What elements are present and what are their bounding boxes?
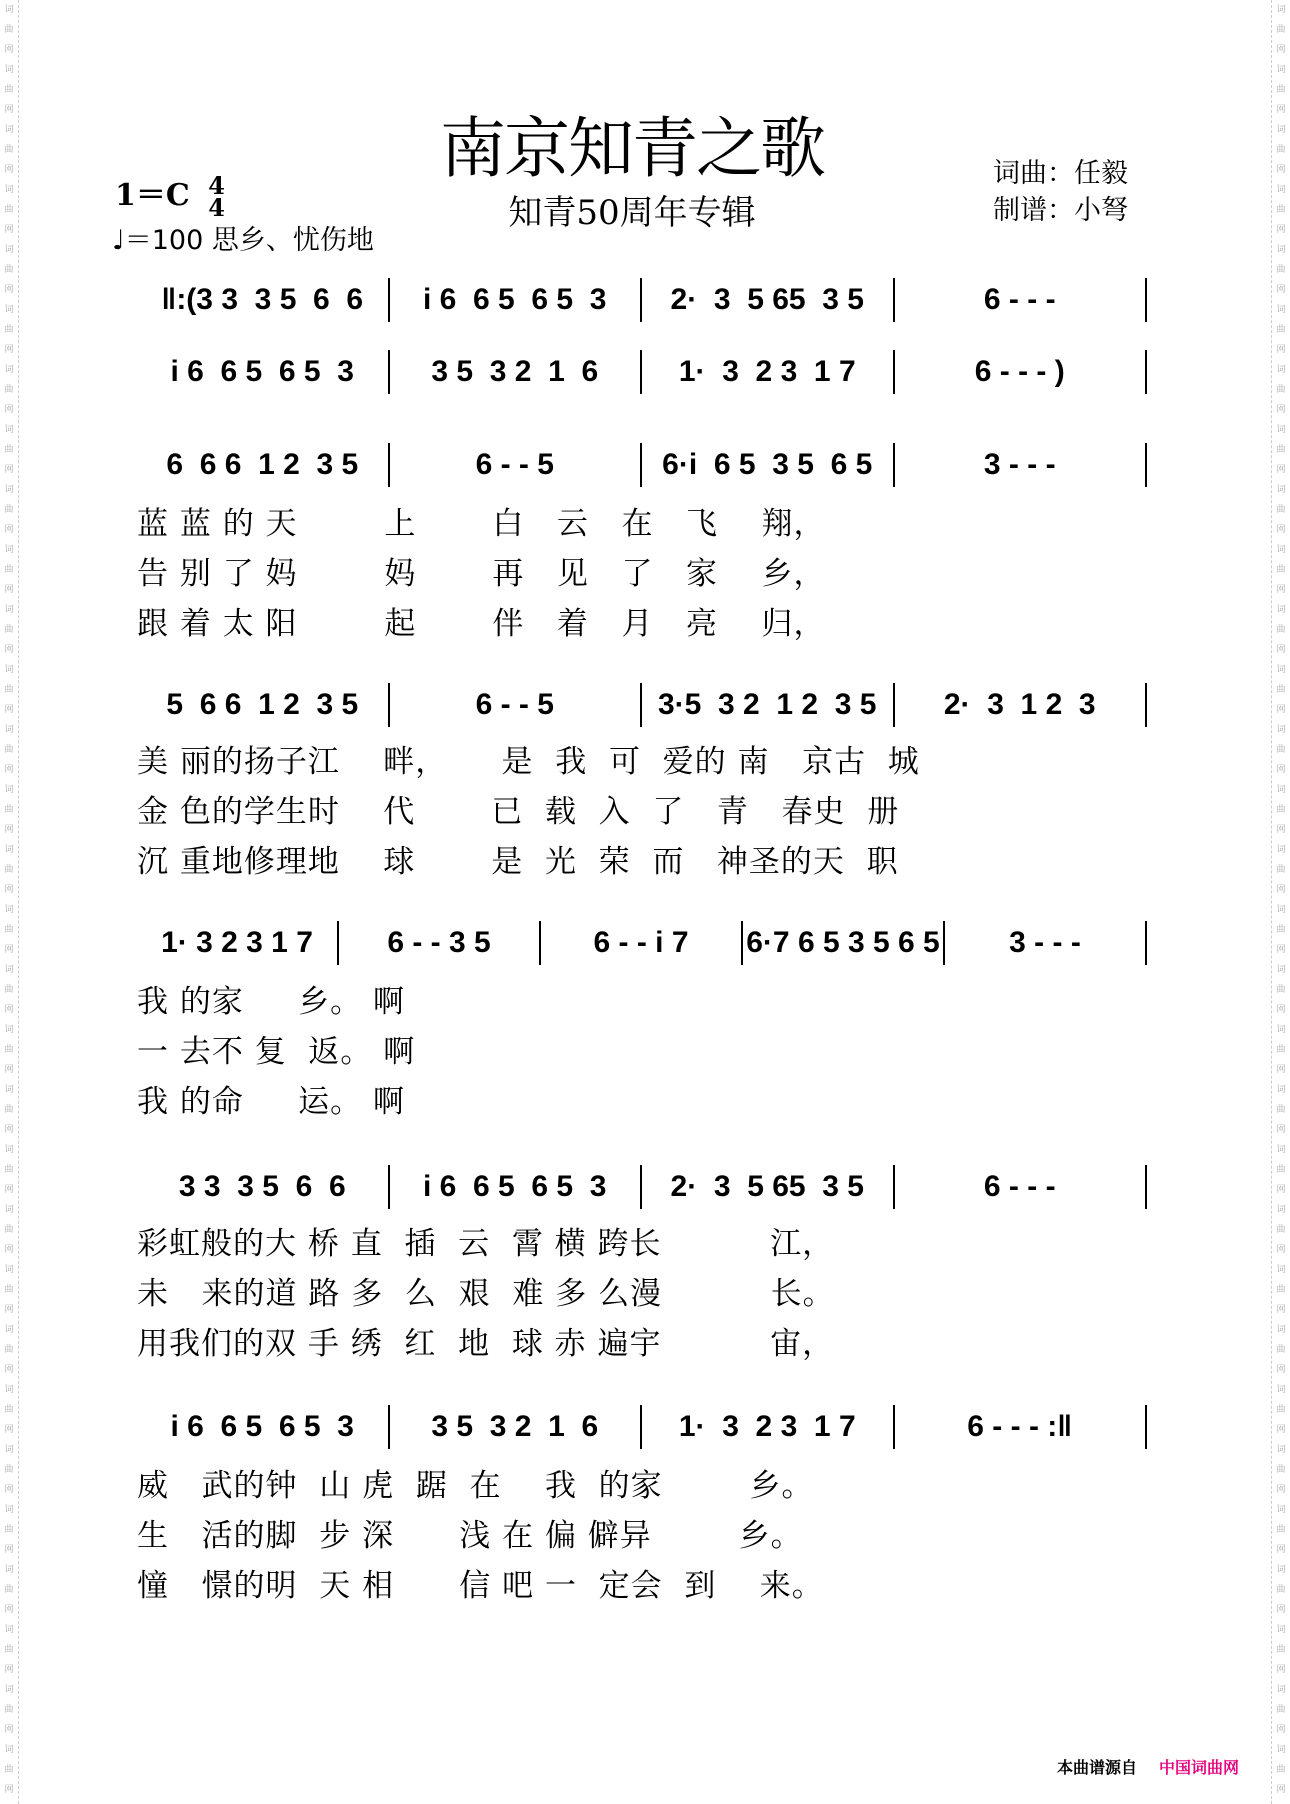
watermark: 词 曲 网 — [1276, 785, 1286, 835]
watermark: 词 曲 网 — [4, 1565, 14, 1615]
watermark: 词 曲 网 — [1276, 125, 1286, 175]
watermark: 词 曲 网 — [1276, 425, 1286, 475]
watermark: 词 曲 网 — [4, 305, 14, 355]
watermark: 词 曲 网 — [4, 785, 14, 835]
watermark: 词 曲 网 — [4, 905, 14, 955]
measure: 6 - - 5 — [390, 683, 643, 727]
watermark: 词 曲 网 — [1276, 1385, 1286, 1435]
watermark: 词 曲 网 — [4, 1205, 14, 1255]
measure: 6 - - - ) — [895, 350, 1148, 394]
footer-source: 本曲谱源自 — [1057, 1758, 1138, 1777]
key-signature — [115, 170, 225, 222]
lyric-line: 我 的家 乡。 啊 — [137, 984, 405, 1020]
measure: 3·5 3 2 1 2 3 5 — [642, 683, 895, 727]
watermark: 词 曲 网 — [1276, 1145, 1286, 1195]
measure: 3 5 3 2 1 6 — [390, 350, 643, 394]
watermark: 词 曲 网 — [4, 1685, 14, 1735]
right-watermark-strip — [1271, 0, 1290, 1804]
watermark: 词 曲 网 — [4, 425, 14, 475]
watermark: 词 曲 网 — [4, 1085, 14, 1135]
watermark: 词 曲 网 — [4, 725, 14, 775]
watermark: 词 曲 网 — [4, 545, 14, 595]
watermark: 词 曲 网 — [4, 485, 14, 535]
watermark: 词 曲 网 — [1276, 965, 1286, 1015]
watermark: 词 曲 网 — [4, 5, 14, 55]
footer — [1057, 1755, 1239, 1778]
song-subtitle: 知青50周年专辑 — [508, 193, 756, 233]
watermark: 词 曲 网 — [1276, 245, 1286, 295]
watermark: 词 曲 网 — [4, 1385, 14, 1435]
watermark: 词 曲 网 — [4, 185, 14, 235]
measure: i 6 6 5 6 5 3 — [390, 278, 643, 322]
notation-row — [137, 1405, 1147, 1449]
watermark: 词 曲 网 — [4, 125, 14, 175]
notation-row — [137, 683, 1147, 727]
song-title: 南京知青之歌 — [440, 111, 824, 185]
measure: 6 - - - — [895, 278, 1148, 322]
watermark: 词 曲 网 — [1276, 665, 1286, 715]
lyric-line: 憧 憬的明 天 相 信 吧 一 定会 到 来。 — [137, 1568, 824, 1604]
watermark: 词 曲 网 — [4, 1325, 14, 1375]
watermark: 词 曲 网 — [1276, 1625, 1286, 1675]
measure: 1· 3 2 3 1 7 — [137, 921, 339, 965]
watermark: 词 曲 网 — [1276, 1685, 1286, 1735]
watermark: 词 曲 网 — [4, 1505, 14, 1555]
watermark: 词 曲 网 — [4, 845, 14, 895]
lyric-line: 跟 着 太 阳 起 伴 着 月 亮 归， — [137, 606, 826, 642]
lyric-line: 告 别 了 妈 妈 再 见 了 家 乡， — [137, 556, 826, 592]
lyric-line: 蓝 蓝 的 天 上 白 云 在 飞 翔， — [137, 506, 826, 542]
watermark: 词 曲 网 — [1276, 725, 1286, 775]
measure: 6 - - 5 — [390, 443, 643, 487]
notation-row — [137, 278, 1147, 322]
measure: ‖:(3 3 3 5 6 6 — [137, 278, 390, 322]
lyric-line: 金 色的学生时 代 已 载 入 了 青 春史 册 — [137, 794, 900, 830]
watermark: 词 曲 网 — [1276, 1265, 1286, 1315]
key: 1＝C — [115, 178, 190, 213]
watermark: 词 曲 网 — [1276, 605, 1286, 655]
tempo-marking: ♩＝100 思乡、忧伤地 — [112, 225, 374, 256]
measure: i 6 6 5 6 5 3 — [390, 1165, 643, 1209]
notation-row — [137, 350, 1147, 394]
watermark: 词 曲 网 — [1276, 1565, 1286, 1615]
transcriber-credit: 制谱：小弩 — [993, 195, 1128, 226]
lyric-line: 我 的命 运。 啊 — [137, 1084, 405, 1120]
lyric-line: 威 武的钟 山 虎 踞 在 我 的家 乡。 — [137, 1468, 814, 1504]
watermark: 词 曲 网 — [1276, 1505, 1286, 1555]
lyric-line: 一 去不 复 返。 啊 — [137, 1034, 416, 1070]
measure: i 6 6 5 6 5 3 — [137, 350, 390, 394]
lyric-line: 沉 重地修理地 球 是 光 荣 而 神圣的天 职 — [137, 844, 899, 880]
measure: 3 5 3 2 1 6 — [390, 1405, 643, 1449]
measure: 3 - - - — [945, 921, 1147, 965]
time-bottom: 4 — [208, 193, 225, 222]
measure: 2· 3 1 2 3 — [895, 683, 1148, 727]
notation-row — [137, 443, 1147, 487]
measure: 3 3 3 5 6 6 — [137, 1165, 390, 1209]
measure: i 6 6 5 6 5 3 — [137, 1405, 390, 1449]
watermark: 词 曲 网 — [4, 1025, 14, 1075]
watermark: 词 曲 网 — [1276, 65, 1286, 115]
watermark: 词 曲 网 — [4, 965, 14, 1015]
left-watermark-strip — [0, 0, 19, 1804]
notation-row — [137, 1165, 1147, 1209]
watermark: 词 曲 网 — [1276, 1445, 1286, 1495]
watermark: 词 曲 网 — [1276, 365, 1286, 415]
watermark: 词 曲 网 — [1276, 1205, 1286, 1255]
watermark: 词 曲 网 — [4, 1625, 14, 1675]
watermark: 词 曲 网 — [4, 605, 14, 655]
watermark: 词 曲 网 — [1276, 1025, 1286, 1075]
watermark: 词 曲 网 — [1276, 905, 1286, 955]
lyric-line: 未 来的道 路 多 么 艰 难 多 么漫 长。 — [137, 1276, 835, 1312]
watermark: 词 曲 网 — [1276, 845, 1286, 895]
composer-credit: 词曲：任毅 — [993, 158, 1128, 189]
lyric-line: 用我们的双 手 绣 红 地 球 赤 遍宇 宙， — [137, 1326, 835, 1362]
measure: 6·i 6 5 3 5 6 5 — [642, 443, 895, 487]
time-signature — [208, 171, 225, 222]
watermark: 词 曲 网 — [4, 245, 14, 295]
measure: 6 - - 3 5 — [339, 921, 541, 965]
watermark: 词 曲 网 — [1276, 485, 1286, 535]
watermark: 词 曲 网 — [1276, 1745, 1286, 1795]
measure: 6 - - i 7 — [541, 921, 743, 965]
watermark: 词 曲 网 — [4, 1745, 14, 1795]
watermark: 词 曲 网 — [1276, 305, 1286, 355]
lyric-line: 彩虹般的大 桥 直 插 云 霄 横 跨长 江， — [137, 1226, 835, 1262]
measure: 5 6 6 1 2 3 5 — [137, 683, 390, 727]
measure: 1· 3 2 3 1 7 — [642, 1405, 895, 1449]
watermark: 词 曲 网 — [1276, 185, 1286, 235]
watermark: 词 曲 网 — [4, 1265, 14, 1315]
measure: 6 - - - — [895, 1165, 1148, 1209]
measure: 6 - - - :‖ — [895, 1405, 1148, 1449]
credits — [993, 155, 1128, 229]
watermark: 词 曲 网 — [1276, 1085, 1286, 1135]
watermark: 词 曲 网 — [4, 1145, 14, 1195]
measure: 6 6 6 1 2 3 5 — [137, 443, 390, 487]
watermark: 词 曲 网 — [4, 1445, 14, 1495]
watermark: 词 曲 网 — [1276, 545, 1286, 595]
lyric-line: 美 丽的扬子江 畔， 是 我 可 爱的 南 京古 城 — [137, 744, 920, 780]
measure: 2· 3 5 65 3 5 — [642, 1165, 895, 1209]
watermark: 词 曲 网 — [1276, 1325, 1286, 1375]
lyric-line: 生 活的脚 步 深 浅 在 偏 僻异 乡。 — [137, 1518, 803, 1554]
footer-brand: 中国词曲网 — [1159, 1758, 1240, 1777]
measure: 1· 3 2 3 1 7 — [642, 350, 895, 394]
time-top: 4 — [208, 171, 225, 200]
watermark: 词 曲 网 — [4, 65, 14, 115]
notation-row — [137, 921, 1147, 965]
measure: 2· 3 5 65 3 5 — [642, 278, 895, 322]
measure: 3 - - - — [895, 443, 1148, 487]
measure: 6·7 6 5 3 5 6 5 — [743, 921, 945, 965]
watermark: 词 曲 网 — [1276, 5, 1286, 55]
watermark: 词 曲 网 — [4, 365, 14, 415]
watermark: 词 曲 网 — [4, 665, 14, 715]
